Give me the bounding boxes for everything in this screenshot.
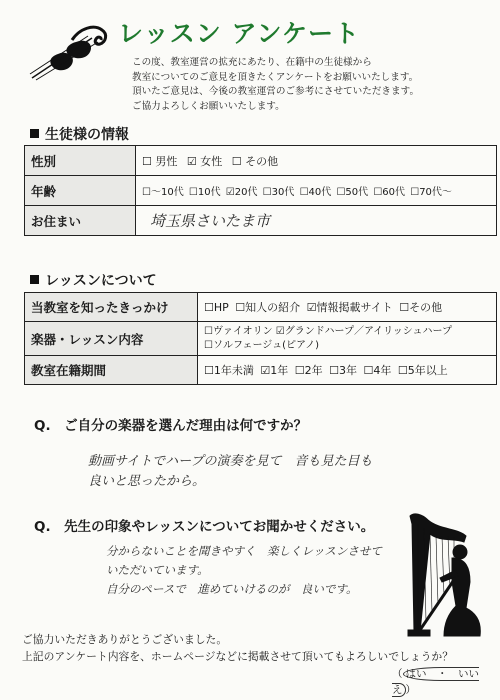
gender-option-female[interactable]: ☑ 女性 <box>186 154 223 168</box>
paren-open: （ <box>392 668 403 680</box>
period-option[interactable]: ☐4年 <box>363 364 392 377</box>
footer-consent-question: 上記のアンケート内容を、ホームページなどに掲載させて頂いてもよろしいでしょうか？ <box>22 650 454 663</box>
period-options <box>198 356 497 385</box>
age-option[interactable]: ☐50代 <box>336 187 369 198</box>
intro-line: 頂いたご意見は、今後の教室運営のご参考にさせていただきます。 <box>132 86 420 98</box>
age-option[interactable]: ☐40代 <box>299 187 332 198</box>
gender-option-male[interactable]: ☐ 男性 <box>142 154 178 168</box>
gender-options <box>136 146 497 176</box>
age-option[interactable]: ☐30代 <box>262 187 295 198</box>
lesson-info-table <box>24 292 497 385</box>
answer-2[interactable] <box>106 542 382 599</box>
period-label: 教室在籍期間 <box>25 356 198 385</box>
age-options <box>136 176 497 206</box>
student-info-table <box>24 145 497 236</box>
footer-thanks: ご協力いただきありがとうございました。 <box>22 633 228 646</box>
instrument-option-line[interactable]: ☐ソルフェージュ(ピアノ) <box>204 339 320 351</box>
intro-line: 教室についてのご意見を頂きたくアンケートをお願いいたします。 <box>132 71 419 83</box>
period-option[interactable]: ☑1年 <box>260 364 289 377</box>
question-1: Q. ご自分の楽器を選んだ理由は何ですか？ <box>34 418 308 434</box>
answer-line: 分からないことを聞きやすく 楽しくレッスンさせて <box>106 544 382 558</box>
source-option[interactable]: ☐その他 <box>399 301 443 314</box>
section-heading-text: レッスンについて <box>45 273 157 289</box>
answer-line: 動画サイトでハープの演奏を見て 音も見た目も <box>88 454 373 469</box>
instrument-options <box>198 322 497 356</box>
residence-value[interactable] <box>136 206 497 236</box>
answer-1[interactable] <box>88 452 372 492</box>
source-label: 当教室を知ったきっかけ <box>25 293 198 322</box>
intro-line: ご協力よろしくお願いいたします。 <box>132 100 285 112</box>
paren-close: ） <box>405 684 416 696</box>
square-bullet-icon <box>30 129 39 138</box>
consent-options <box>392 666 500 698</box>
age-option[interactable]: ☐60代 <box>373 187 406 198</box>
square-bullet-icon <box>30 275 39 284</box>
gender-label: 性別 <box>25 146 136 176</box>
age-option[interactable]: ☐～10代 <box>142 187 184 198</box>
source-options <box>198 293 497 322</box>
source-option[interactable]: ☑情報掲載サイト <box>306 301 393 314</box>
question-2: Q. 先生の印象やレッスンについてお聞かせください。 <box>34 519 375 535</box>
section-heading-lesson <box>30 270 157 290</box>
violin-illustration <box>28 20 116 82</box>
instrument-label: 楽器・レッスン内容 <box>25 322 198 356</box>
age-option[interactable]: ☐10代 <box>188 187 221 198</box>
harpist-illustration <box>400 512 490 642</box>
residence-label: お住まい <box>25 206 136 236</box>
source-option[interactable]: ☐HP <box>204 301 229 314</box>
residence-handwriting: 埼玉県さいたま市 <box>150 212 271 230</box>
gender-option-other[interactable]: ☐ その他 <box>231 154 279 168</box>
age-label: 年齢 <box>25 176 136 206</box>
answer-line: 自分のペースで 進めていけるのが 良いです。 <box>106 582 358 596</box>
answer-line: 良いと思ったから。 <box>88 474 206 489</box>
answer-line: いただいています。 <box>106 563 209 577</box>
instrument-option-line[interactable]: ☐ヴァイオリン ☑グランドハープ／アイリッシュハープ <box>204 325 453 337</box>
consent-choice[interactable]: はい ・ いいえ <box>392 668 479 696</box>
intro-text <box>132 56 492 114</box>
source-option[interactable]: ☐知人の紹介 <box>235 301 301 314</box>
intro-line: この度、教室運営の拡充にあたり、在籍中の生徒様から <box>132 57 372 68</box>
age-option[interactable]: ☐70代～ <box>410 187 452 198</box>
period-option[interactable]: ☐1年未満 <box>204 364 254 377</box>
age-option[interactable]: ☑20代 <box>225 187 258 198</box>
section-heading-text: 生徒様の情報 <box>45 127 129 143</box>
period-option[interactable]: ☐2年 <box>294 364 323 377</box>
section-heading-student <box>30 124 129 144</box>
period-option[interactable]: ☐3年 <box>329 364 357 377</box>
period-option[interactable]: ☐5年以上 <box>397 364 448 377</box>
page-title: レッスン アンケート <box>118 19 360 48</box>
